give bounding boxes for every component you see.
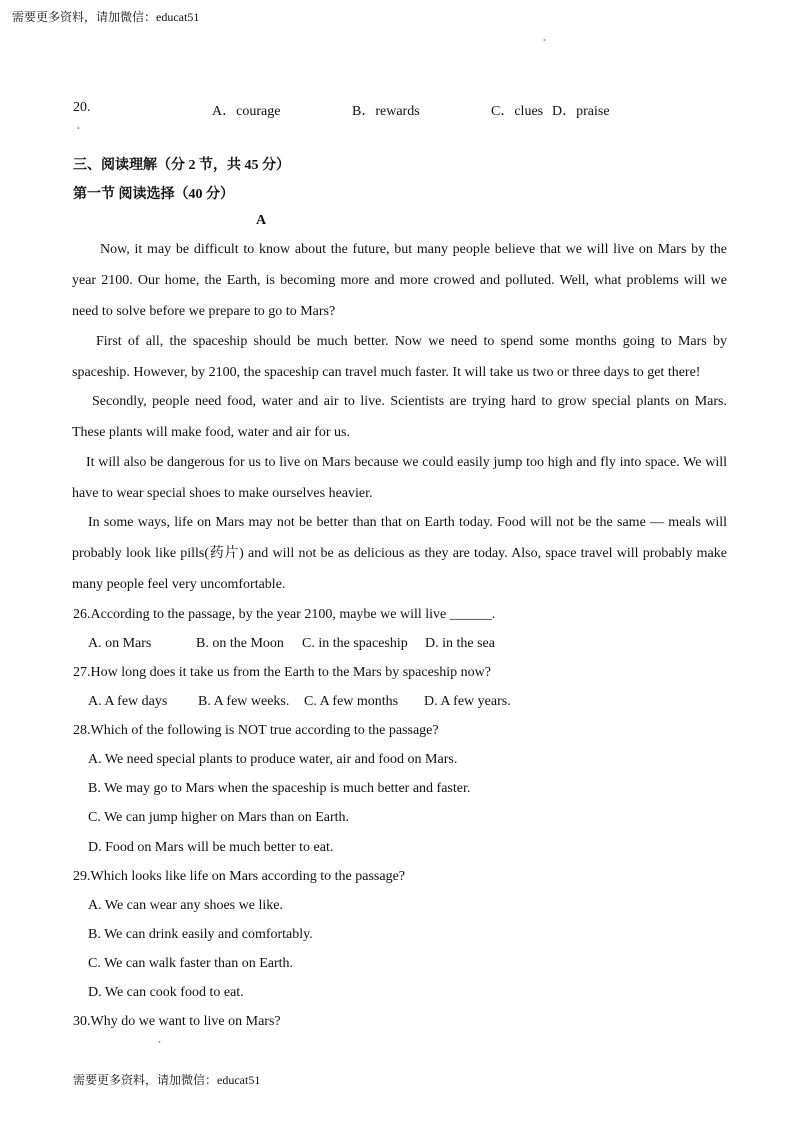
passage-paragraph: First of all, the spaceship should be much better. Now we need to spend some months going to Mars by spaceship. However, by 2100, the spaceship can travel much faster. It will take us two or three days to get there! xyxy=(72,334,727,380)
q20-option-c: C．clues xyxy=(491,104,544,119)
question-option: D. We can cook food to eat. xyxy=(88,985,244,1000)
question-stem: 30.Why do we want to live on Mars? xyxy=(73,1014,281,1029)
q20-number: 20. xyxy=(73,100,91,115)
footer-contact: 需要更多资料，请加微信：educat51 xyxy=(73,1073,261,1087)
question-stem: 26.According to the passage, by the year 2100, maybe we will live ______. xyxy=(73,607,496,622)
passage-paragraph: It will also be dangerous for us to live on Mars because we could easily jump too high and fly into space. We will have to wear special shoes to make ourselves heavier. xyxy=(72,455,727,501)
header-contact: 需要更多资料，请加微信：educat51 xyxy=(12,10,200,24)
question-option: A. We need special plants to produce water, air and food on Mars. xyxy=(88,752,458,767)
question-stem: 27.How long does it take us from the Earth to the Mars by spaceship now? xyxy=(73,665,491,680)
passage-label: A xyxy=(256,213,267,228)
question-option: C. We can walk faster than on Earth. xyxy=(88,956,294,971)
decorative-dot: • xyxy=(158,1038,161,1047)
question-option: B. on the Moon xyxy=(196,636,284,651)
q20-option-b: B．rewards xyxy=(352,104,420,119)
decorative-dot: • xyxy=(543,36,546,45)
question-option: C. A few months xyxy=(304,694,399,709)
section-title: 三、阅读理解（分 2 节，共 45 分） xyxy=(73,158,290,173)
question-option: B. A few weeks. xyxy=(198,694,290,709)
passage-paragraph: Now, it may be difficult to know about the future, but many people believe that we will live on Mars by the year 2100. Our home, the Earth, is becoming more and more crowed and polluted. Well, what problems will we need to solve before we prepare to go to Mars? xyxy=(72,242,727,319)
question-option: D. in the sea xyxy=(425,636,495,651)
question-stem: 29.Which looks like life on Mars according to the passage? xyxy=(73,869,406,884)
q20-option-d: D．praise xyxy=(552,104,610,119)
passage-paragraph: In some ways, life on Mars may not be better than that on Earth today. Food will not be the same — meals will probably look like pills(药片) and will not be as delicious as they are today. Also, space travel will probably make many people feel very uncomfortable. xyxy=(72,515,727,592)
section-part-title: 第一节 阅读选择（40 分） xyxy=(73,187,234,202)
question-option: D. A few years. xyxy=(424,694,511,709)
question-option: A. A few days xyxy=(88,694,168,709)
question-option: C. in the spaceship xyxy=(302,636,408,651)
question-option: C. We can jump higher on Mars than on Earth. xyxy=(88,810,350,825)
question-option: B. We may go to Mars when the spaceship is much better and faster. xyxy=(88,781,471,796)
q20-option-a: A．courage xyxy=(212,104,281,119)
decorative-dot: • xyxy=(77,124,80,133)
passage-paragraph: Secondly, people need food, water and air to live. Scientists are trying hard to grow special plants on Mars. These plants will make food, water and air for us. xyxy=(72,394,727,440)
question-option: B. We can drink easily and comfortably. xyxy=(88,927,313,942)
question-stem: 28.Which of the following is NOT true according to the passage? xyxy=(73,723,439,738)
question-option: A. on Mars xyxy=(88,636,152,651)
question-option: A. We can wear any shoes we like. xyxy=(88,898,283,913)
question-option: D. Food on Mars will be much better to eat. xyxy=(88,840,334,855)
